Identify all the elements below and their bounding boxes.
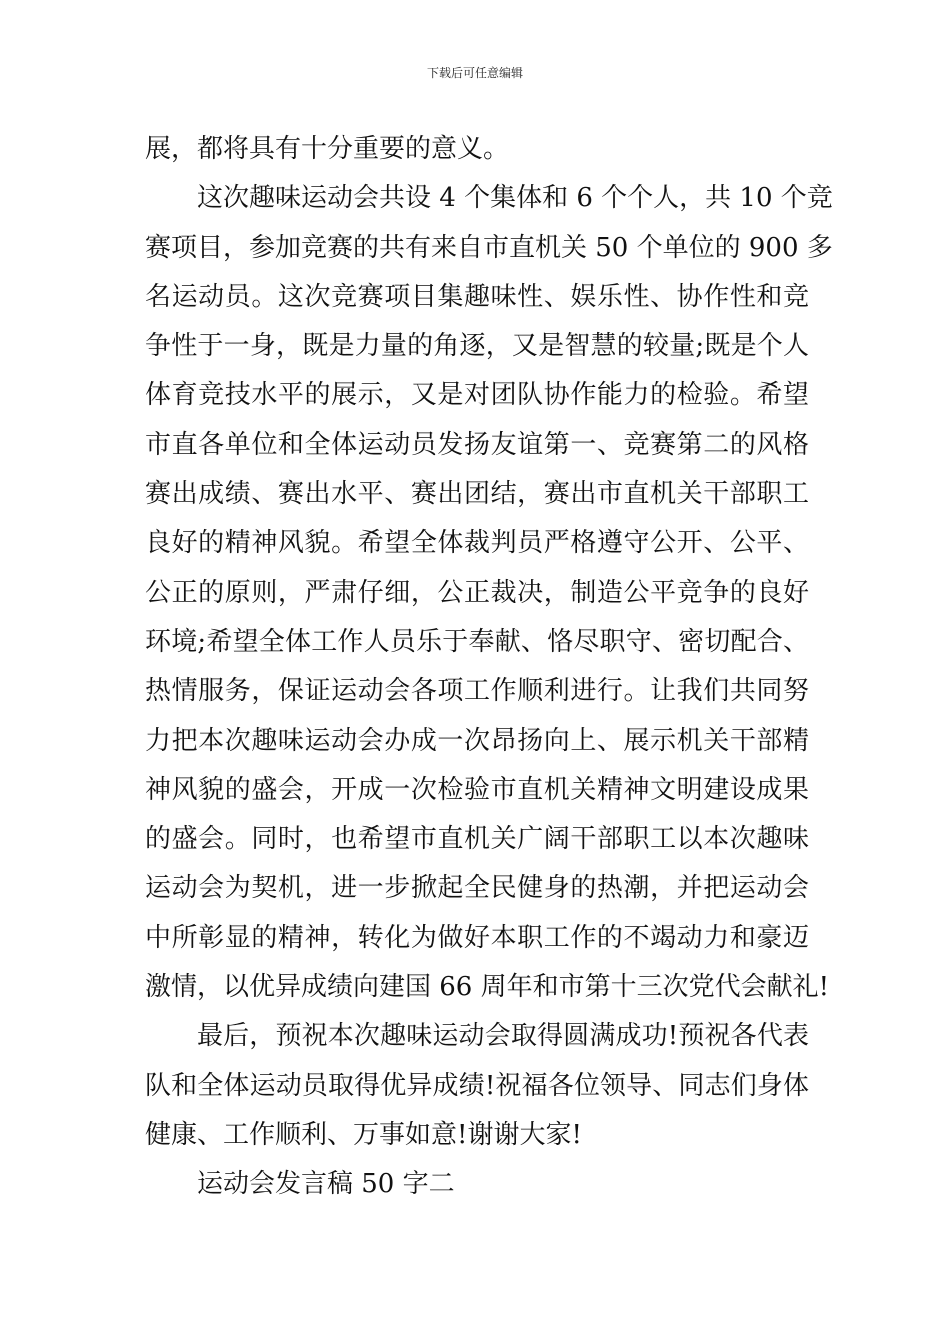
paragraph-first-line: 最后，预祝本次趣味运动会取得圆满成功!预祝各代表 [197, 1021, 809, 1052]
text-line: 热情服务，保证运动会各项工作顺利进行。让我们共同努 [145, 676, 809, 707]
text-line: 神风貌的盛会，开成一次检验市直机关精神文明建设成果 [145, 774, 809, 805]
text-line: 争性于一身，既是力量的角逐，又是智慧的较量;既是个人 [145, 331, 809, 362]
document-body [145, 125, 833, 1210]
text-line: 队和全体运动员取得优异成绩!祝福各位领导、同志们身体 [145, 1070, 809, 1101]
paragraph-first-line: 这次趣味运动会共设 4 个集体和 6 个个人，共 10 个竞 [197, 183, 833, 214]
section-heading: 运动会发言稿 50 字二 [197, 1169, 455, 1200]
text-line: 市直各单位和全体运动员发扬友谊第一、竞赛第二的风格 [145, 429, 809, 460]
text-line: 环境;希望全体工作人员乐于奉献、恪尽职守、密切配合、 [145, 626, 809, 657]
text-line: 健康、工作顺利、万事如意!谢谢大家! [145, 1119, 582, 1150]
text-line: 中所彰显的精神，转化为做好本职工作的不竭动力和豪迈 [145, 922, 809, 953]
text-line: 赛项目，参加竞赛的共有来自市直机关 50 个单位的 900 多 [145, 232, 833, 263]
text-line: 力把本次趣味运动会办成一次昂扬向上、展示机关干部精 [145, 725, 809, 756]
text-line: 公正的原则，严肃仔细，公正裁决，制造公平竞争的良好 [145, 577, 809, 608]
text-line: 良好的精神风貌。希望全体裁判员严格遵守公开、公平、 [145, 528, 809, 559]
text-line: 名运动员。这次竞赛项目集趣味性、娱乐性、协作性和竞 [145, 281, 809, 312]
text-line: 赛出成绩、赛出水平、赛出团结，赛出市直机关干部职工 [145, 479, 809, 510]
text-line: 体育竞技水平的展示，又是对团队协作能力的检验。希望 [145, 380, 809, 411]
text-line: 激情，以优异成绩向建国 66 周年和市第十三次党代会献礼! [145, 972, 830, 1003]
text-line: 展，都将具有十分重要的意义。 [145, 134, 510, 164]
text-line: 的盛会。同时，也希望市直机关广阔干部职工以本次趣味 [145, 824, 809, 855]
page-header: 下载后可任意编辑 [426, 66, 523, 80]
text-line: 运动会为契机，进一步掀起全民健身的热潮，并把运动会 [145, 873, 809, 904]
